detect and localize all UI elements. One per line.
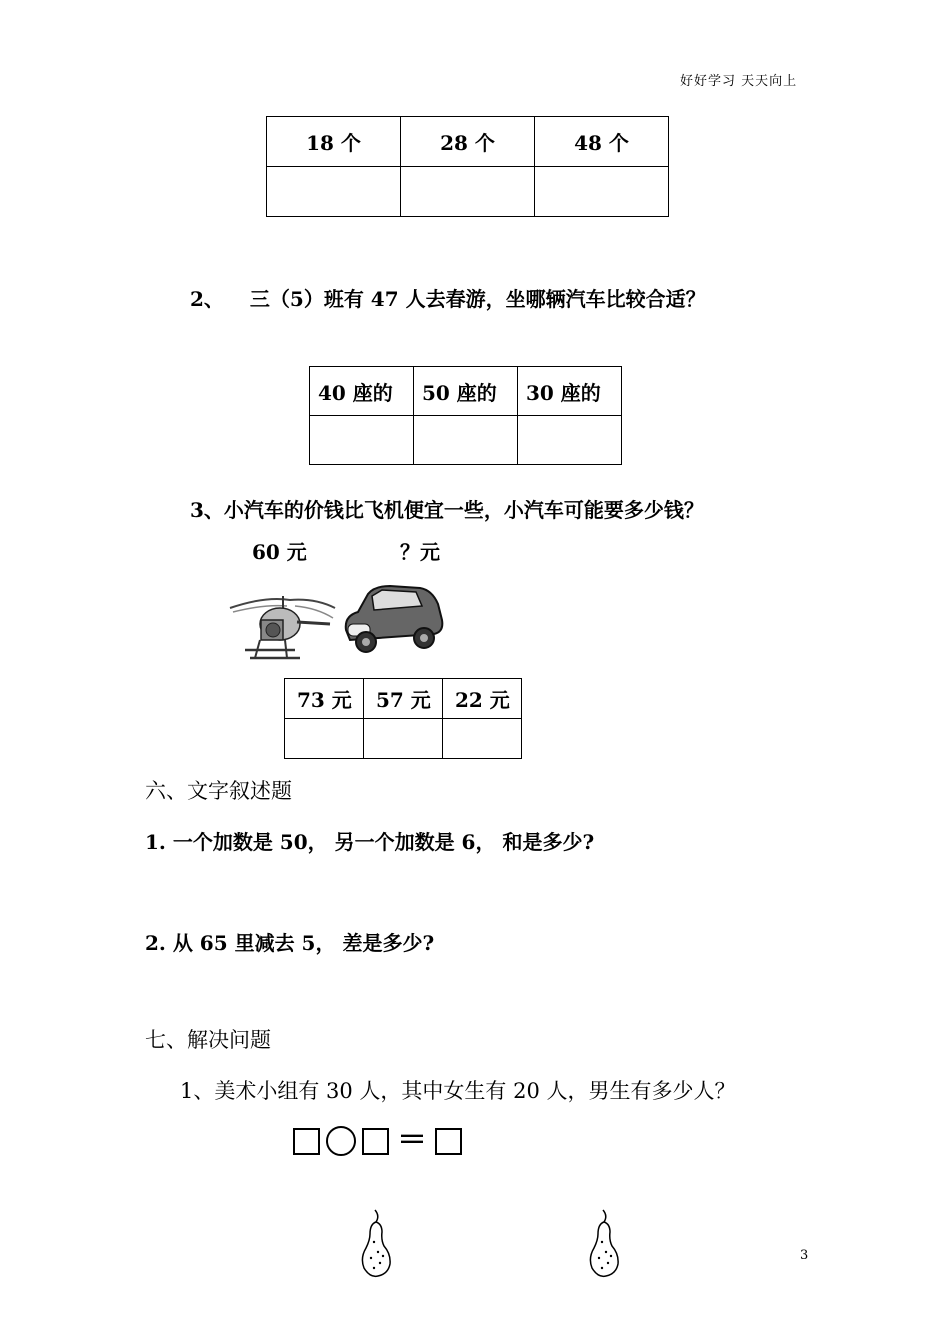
car-illustration (338, 580, 448, 658)
bus-answer-cell[interactable] (310, 416, 414, 465)
bus-answer-cell[interactable] (414, 416, 518, 465)
question-2 (190, 283, 706, 312)
section-6-question-2: 2. 从 65 里减去 5， 差是多少? (145, 931, 435, 955)
table1-answer-cell[interactable] (535, 167, 669, 217)
table1-answer-cell[interactable] (401, 167, 535, 217)
plane-price-label: 60 元 (252, 540, 307, 564)
section-6-title: 六、文字叙述题 (145, 779, 292, 803)
question-3-text: 3、小汽车的价钱比飞机便宜一些，小汽车可能要多少钱？ (190, 498, 704, 522)
equation-operator-circle[interactable] (326, 1126, 356, 1156)
price-answer-cell[interactable] (364, 719, 443, 759)
question-2-text: 三（5）班有 47 人去春游，坐哪辆汽车比较合适？ (249, 287, 706, 311)
table1-header-1: 18 个 (267, 117, 401, 167)
car-price-label: ？元 (400, 540, 440, 564)
answer-table-1 (266, 116, 669, 217)
bus-option-1: 40 座的 (310, 367, 414, 416)
price-option-1: 73 元 (285, 679, 364, 719)
price-option-2: 57 元 (364, 679, 443, 719)
car-price-options-table (284, 678, 522, 759)
equation-template (293, 1123, 462, 1158)
bus-answer-cell[interactable] (518, 416, 622, 465)
bus-option-3: 30 座的 (518, 367, 622, 416)
equals-sign: ＝ (397, 1123, 427, 1158)
question-2-number: 2、 (190, 287, 224, 311)
section-7-title: 七、解决问题 (145, 1028, 271, 1052)
helicopter-illustration (225, 578, 340, 666)
equation-box-1[interactable] (293, 1128, 320, 1155)
bus-option-2: 50 座的 (414, 367, 518, 416)
table1-answer-cell[interactable] (267, 167, 401, 217)
bus-options-table (309, 366, 622, 465)
table1-header-3: 48 个 (535, 117, 669, 167)
gourd-icon (588, 1208, 624, 1280)
price-answer-cell[interactable] (285, 719, 364, 759)
gourd-icon (358, 1208, 394, 1280)
equation-box-2[interactable] (362, 1128, 389, 1155)
table1-header-2: 28 个 (401, 117, 535, 167)
equation-result-box[interactable] (435, 1128, 462, 1155)
section-6-question-1: 1. 一个加数是 50， 另一个加数是 6， 和是多少? (145, 830, 595, 854)
page-number: 3 (800, 1248, 809, 1263)
page-header-slogan: 好好学习 天天向上 (680, 74, 798, 89)
price-answer-cell[interactable] (443, 719, 522, 759)
price-option-3: 22 元 (443, 679, 522, 719)
section-7-question-1: 1、美术小组有 30 人，其中女生有 20 人，男生有多少人？ (180, 1079, 736, 1103)
